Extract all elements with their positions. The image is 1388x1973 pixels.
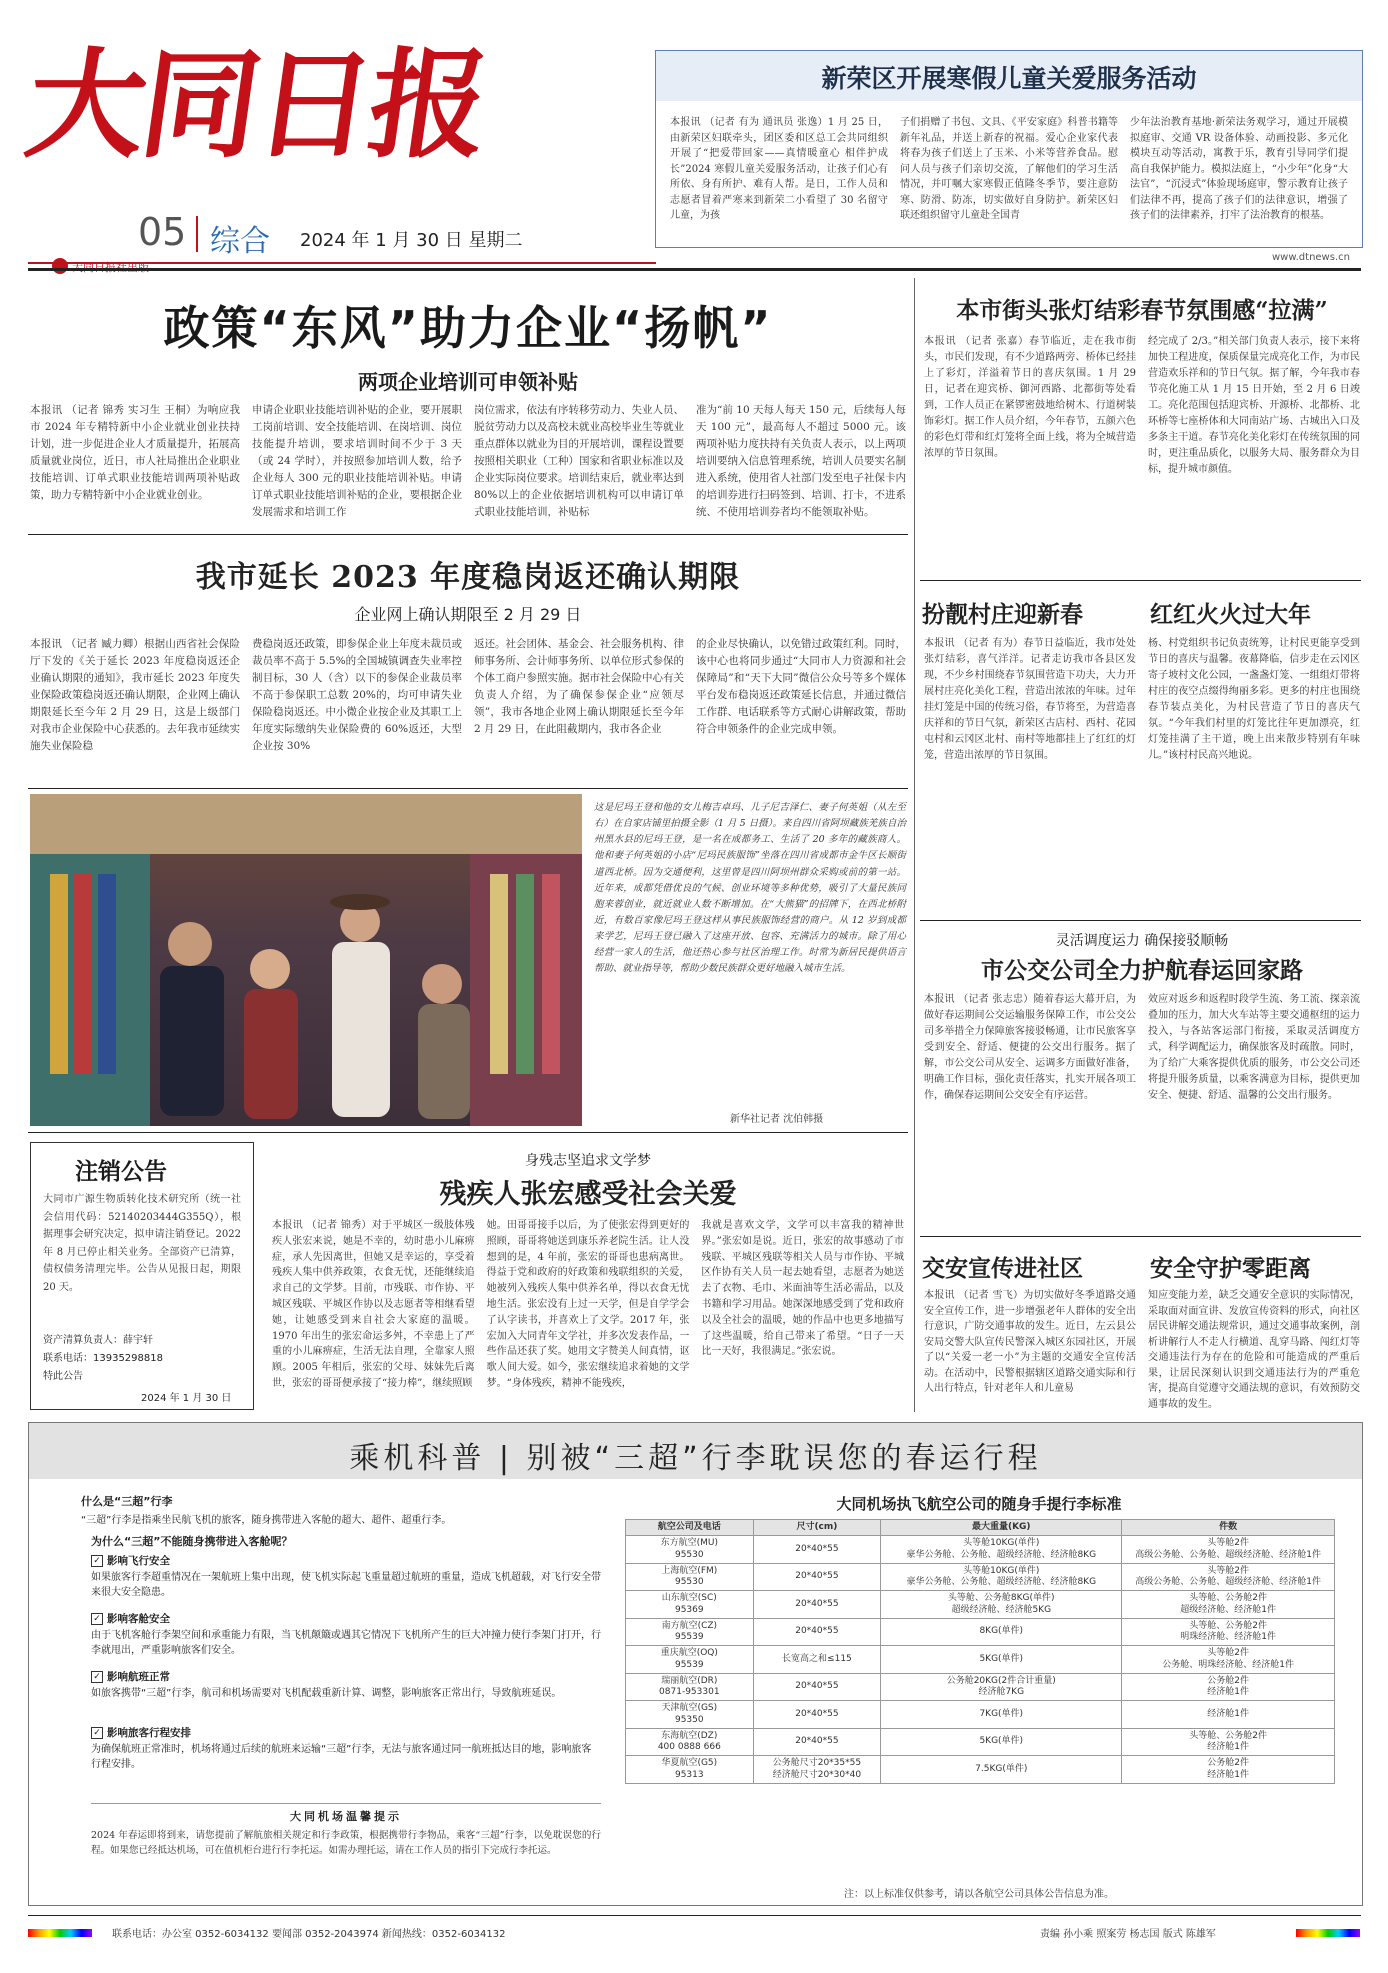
table-cell: 头等舱、公务舱2件 明珠经济舱、经济舱1件 [1122,1618,1335,1646]
table-cell: 头等舱、公务舱2件 超级经济舱、经济舱1件 [1122,1591,1335,1619]
r4-headline-right: 安全守护零距离 [1150,1255,1311,1282]
table-cell: 20*40*55 [753,1591,881,1619]
check-icon: ✓ [91,1613,103,1625]
airport-banner: 乘机科普 | 别被“三超”行李耽误您的春运行程 [349,1441,1042,1476]
story2-col-1: 本报讯 （记者 臧力卿）根据山西省社会保险厅下发的《关于延长 2023 年度稳岗返还企业确认期限的通知》，我市延长 2023 年度失业保险政策稳岗返还确认期限，企业网上确认期限延长至今年 2 月 29 日，这是上级部门对我市企业保险中心获悉的。去年我市延续实施失业保险稳 [30,638,240,752]
table-cell: 长宽高之和≤115 [753,1646,881,1674]
airport-item-label: 影响航班正常 [107,1671,170,1683]
luggage-footnote: 注：以上标准仅供参考，请以各航空公司具体公告信息为准。 [844,1889,1114,1900]
table-cell: 7KG(单件) [881,1701,1122,1729]
table-cell: 头等舱10KG(单件) 豪华公务舱、公务舱、超级经济舱、经济舱8KG [881,1563,1122,1591]
table-cell: 8KG(单件) [881,1618,1122,1646]
airport-q2: 为什么“三超”不能随身携带进入客舱呢？ [91,1535,293,1548]
top-story-col-1: 本报讯 （记者 有为 通讯员 张逸）1 月 25 日，由新荣区妇联牵头，团区委和区总工会共同组织开展了“把爱带回家——真情暖童心 相伴护成长”2024 寒假儿童关爱服务活动，让孩子们心有所依、身有所护、难有人帮。是日，工作人员和志愿者冒着严寒来到新荣二小看望了 30 名留守儿童，为孩 [670,117,888,221]
table-header: 件数 [1122,1520,1335,1536]
column-divider [914,278,915,1412]
airport-item-label: 影响旅客行程安排 [107,1727,191,1739]
disabled-kicker: 身残志坚追求文学梦 [525,1153,651,1169]
lead-bottom-rule [28,534,908,535]
footer-rule [28,1915,1361,1916]
airport-item-4 [91,1725,601,1772]
story2-subheadline: 企业网上确认期限至 2 月 29 日 [354,605,582,624]
table-cell: 公务舱2件 经济舱1件 [1122,1673,1335,1701]
photo-caption: 这是尼玛王登和他的女儿梅吉卓玛、儿子尼吉泽仁、妻子何英姐（从左至右）在自家店铺里拍摄全影（1 月 5 日摄）。来自四川省阿坝藏族羌族自治州黑水县的尼玛王登，是一名在成都务工、生活了 20 多年的藏族商人。他和妻子何英姐的小店“尼玛民族服饰”坐落在四川省成都市金牛区长顺街道西北桥。因为交通便利，这里曾是四川阿坝州群众采购或前的第一站。近年来，成都凭借优良的气候、创业环境等多种优势，吸引了大量民族同胞来蓉创业，就近就业人数不断增加。在“大熊猫”的招牌下，在西北桥附近，有数百家像尼玛王登这样从事民族服饰经营的商户。从 12 岁到成都来学艺，尼玛王登已融入了这座开放、包容、充满活力的城市。除了用心经营一家人的生活，他还热心参与社区治理工作。时常为新居民提供语言帮助、就业指导等，帮助少数民族群众更好地融入城市生活。 [594,802,906,975]
table-row [626,1756,1335,1784]
r3-bottom-rule [920,1236,1361,1237]
story2-col-2: 费稳岗返还政策，即参保企业上年度未裁员或裁员率不高于 5.5%的全国城镇调查失业率控制目标，30 人（含）以下的参保企业裁员率不高于参保职工总数 20%的，均可申请失业保险稳岗返还。中小微企业按企业及其职工上年度实际缴纳失业保险费的 60%返还，大型企业按 30% [252,638,462,752]
disabled-body [272,1218,904,1392]
table-header: 航空公司及电话 [626,1520,754,1536]
issue-date: 2024 年 1 月 30 日 星期二 [300,230,523,251]
airport-item-text: 为确保航班正常准时，机场将通过后续的航班来运输“三超”行李，无法与旅客通过同一航班抵达目的地，影响旅客行程安排。 [91,1744,592,1770]
r1-col-1: 本报讯 （记者 张嘉）春节临近，走在我市街头，市民们发现，有不少道路两旁、桥体已经挂上了彩灯，洋溢着节日的喜庆氛围。1 月 29 日，记者在迎宾桥、御河西路、北都街等处看到，工作人员正在紧锣密鼓地给树木、行道树装饰彩灯。据工作人员介绍，今年春节，五颜六色的彩色灯带和红灯笼将全面上线，将为全城营造浓厚的节日氛围。 [924,336,1136,459]
r3-col-2: 效应对返乡和返程时段学生流、务工流、探亲流叠加的压力，加大火车站等主要交通枢纽的运力投入，与各站客运部门衔接，采取灵活调度方式，科学调配运力，确保旅客及时疏散。同时，为了给广大乘客提供优质的服务，市公交公司还将提升服务质量，以乘客满意为目标，提供更加安全、便捷、舒适、温馨的公交出行服务。 [1148,994,1360,1101]
footer-contacts: 联系电话：办公室 0352-6034132 要闻部 0352-2043974 新闻热线：0352-6034132 [112,1929,506,1940]
lead-col-4: 准为“前 10 天每人每天 150 元，后续每人每天 100 元”，最高每人不超过 5000 元。该两项补贴力度扶持有关负责人表示，以上两项培训要纳入信息管理系统，培训人员要实名制进入系统，使用省人社部门发至电子社保卡内的培训券进行扫码签到、培训、打卡，不进系统、不使用培训券者均不能领取补贴。 [696,404,906,518]
news-photo [30,794,582,1126]
airport-item-text: 如果旅客行李超重情况在一架航班上集中出现，使飞机实际起飞重量超过航班的重量，造成飞机超载，对飞行安全带来很大安全隐患。 [91,1572,601,1598]
table-cell: 20*40*55 [753,1673,881,1701]
table-cell: 头等舱、公务舱2件 经济舱1件 [1122,1728,1335,1756]
r2-col-1: 本报讯 （记者 有为）春节日益临近，我市处处张灯结彩，喜气洋洋。记者走访我市各县区发现，不少乡村围绕春节氛围营造下功夫，大力开展村庄亮化美化工程，营造出浓浓的年味。过年挂灯笼是中国的传统习俗，春节将至，为营造喜庆祥和的节日气氛，新荣区古店村、西村、花园屯村和云冈区北村、南村等地都挂上了红红的灯笼，营造出浓厚的节日氛围。 [924,638,1136,761]
table-cell: 上海航空(FM) 95530 [626,1563,754,1591]
table-cell: 南方航空(CZ) 95539 [626,1618,754,1646]
table-header-row [626,1520,1335,1536]
table-header: 尺寸(cm) [753,1520,881,1536]
table-row [626,1536,1335,1564]
r3-headline: 市公交公司全力护航春运回家路 [981,957,1303,984]
luggage-table-title: 大同机场执飞航空公司的随身手提行李标准 [836,1495,1122,1513]
table-cell: 头等舱2件 公务舱、明珠经济舱、经济舱1件 [1122,1646,1335,1674]
luggage-table [625,1519,1335,1784]
table-cell: 20*40*55 [753,1618,881,1646]
airport-q1: 什么是“三超”行李 [81,1495,173,1508]
top-story-col-2: 子们捐赠了书包、文具、《平安家庭》科普书籍等新年礼品，并送上新春的祝福。爱心企业家代表将春为孩子们送上了玉米、小米等营养食品。慰问人员与孩子们亲切交流，了解他们的学习生活情况，并叮嘱大家寒假正值隆冬季节，要注意防寒、防滑、防冻，切实做好自身防护。新荣区妇联还组织留守儿童赴全国青 [900,117,1118,221]
table-cell: 东海航空(DZ) 400 0888 666 [626,1728,754,1756]
page-divider [196,216,198,252]
notice-box [30,1142,254,1410]
table-cell: 山东航空(SC) 95369 [626,1591,754,1619]
r4-col-2: 知应变能力差，缺乏交通安全意识的实际情况，采取面对面宣讲、发放宣传资料的形式，向社区居民讲解交通法规常识，通过交通事故案例，剖析讲解行人不走人行横道、乱穿马路、闯红灯等交通违法行为存在的危险和可能造成的严重后果，让居民深刻认识到交通违法行为的严重危害，提高自觉遵守交通法规的意识，有效预防交通事故的发生。 [1148,1290,1360,1410]
lead-col-3: 岗位需求，依法有序转移劳动力、失业人员、脱贫劳动力以及高校未就业高校毕业生等就业重点群体以就业为目的开展培训，课程设置要按照相关职业（工种）国家和省职业标准以及企业实际岗位要求。培训结束后，就业率达到 80%以上的企业依据培训机构可以申请订单式职业技能培训，补贴标 [474,404,684,518]
r3-kicker: 灵活调度运力 确保接驳顺畅 [1055,933,1229,949]
photo-illustration [30,794,582,1126]
story2-col-3: 返还。社会团体、基金会、社会服务机构、律师事务所、会计师事务所、以单位形式参保的个体工商户参照实施。据市社会保险中心有关负责人介绍，为了确保参保企业“应领尽领”，我市各地企业网上确认期限延长至今年 2 月 29 日，在此阻截期内，我市各企业 [474,638,684,735]
notice-contact-phone: 联系电话：13935298818 [43,1353,163,1364]
table-cell: 20*40*55 [753,1701,881,1729]
r1-bottom-rule [920,580,1361,581]
table-row [626,1563,1335,1591]
airport-item-label: 影响飞行安全 [107,1555,170,1567]
top-story-body [670,115,1348,224]
r4-col-1: 本报讯 （记者 雪飞）为切实做好冬季道路交通安全宣传工作，进一步增强老年人群体的安全出行意识，广防交通事故的发生。近日，左云县公安局交警大队宣传民警深入城区东园社区，开展了以“关爱一老一小”为主题的交通安全宣传活动。在活动中，民警根据辖区道路交通实际和行人出行特点，针对老年人和儿童易 [924,1290,1136,1394]
notice-closing: 特此公告 [43,1371,83,1382]
airport-item-1 [91,1553,601,1600]
section-name: 综合 [210,224,270,259]
publisher-logo-icon [52,258,68,274]
header-bottom-rule [28,268,1361,271]
story2-bottom-rule [28,788,908,789]
table-body [626,1536,1335,1784]
table-cell: 华夏航空(G5) 95313 [626,1756,754,1784]
luggage-table-wrap [625,1519,1335,1784]
table-cell: 头等舱、公务舱8KG(单件) 超级经济舱、经济舱5KG [881,1591,1122,1619]
check-icon: ✓ [91,1727,103,1739]
r2-col-2: 杨、村党组织书记负责统筹，让村民更能享受到节日的喜庆与温馨。夜幕降临，信步走在云冈区寄子坡村文化公园，一盏盏灯笼、一组组灯带将村庄的夜空点缀得绚丽多彩。更多的村庄也围绕春节装点美化，为村民营造了节日的喜庆气氛。“今年我们村里的灯笼比往年更加漂亮，红灯笼挂满了主干道，晚上出来散步特别有年味儿。”该村村民高兴地说。 [1148,638,1360,761]
table-row [626,1701,1335,1729]
airport-a1: “三超”行李是指乘坐民航飞机的旅客，随身携带进入客舱的超大、超件、超重行李。 [81,1515,452,1526]
r3-col-1: 本报讯 （记者 张志忠）随着春运大幕开启，为做好春运期间公交运输服务保障工作，市公交公司多举措全力保障旅客接驳畅通，让市民旅客享受到安全、舒适、便捷的公交出行服务。据了解，市公交公司从安全、运调多方面做好准备，明确工作目标，强化责任落实，扎实开展各项工作，确保春运期间公交安全有序运营。 [924,994,1136,1101]
table-cell: 20*40*55 [753,1728,881,1756]
table-cell: 公务舱尺寸20*35*55 经济舱尺寸20*30*40 [753,1756,881,1784]
lead-subheadline: 两项企业培训可申领补贴 [358,370,578,394]
story2-col-4: 的企业尽快确认，以免错过政策红利。同时，该中心也将同步通过“大同市人力资源和社会保障局”和“天下大同”微信公众号等多个媒体平台发布稳岗返还政策延长信息，并通过微信工作群、电话联系等方式耐心讲解政策，帮助符合申领条件的企业完成申领。 [696,638,906,735]
table-cell: 头等舱10KG(单件) 豪华公务舱、公务舱、超级经济舱、经济舱8KG [881,1536,1122,1564]
footer-editors: 责编 孙小乘 照案劳 杨志国 版式 陈雄军 [1040,1929,1216,1940]
color-bar-left [28,1929,92,1937]
r2-body [924,636,1360,764]
notice-title: 注销公告 [75,1159,167,1185]
r1-body [924,334,1360,478]
r4-body [924,1288,1360,1412]
r1-col-2: 经完成了 2/3。”相关部门负责人表示，接下来将加快工程进度，保质保量完成亮化工作，为市民营造欢乐祥和的节日气氛。据了解，今年我市春节亮化施工从 1 月 15 日开始，至 2 月 6 日竣工。亮化范围包括迎宾桥、开源桥、北都桥、北环桥等七座桥体和大同南站广场、古城出入口及多条主干道。春节亮化美化彩灯在传统氛围的同时，更注重品质化，以服务大局、服务群众为目标，提升城市颜值。 [1148,336,1360,475]
airport-item-2 [91,1611,601,1658]
r1-headline: 本市街头张灯结彩春节氛围感“拉满” [956,297,1328,324]
airport-item-3 [91,1669,601,1701]
airport-item-text: 如旅客携带“三超”行李，航司和机场需要对飞机配载重新计算、调整，影响旅客正常出行，导致航班延误。 [91,1688,562,1699]
masthead-rule [28,262,656,264]
table-cell: 20*40*55 [753,1536,881,1564]
r3-body [924,992,1360,1104]
r2-headline-left: 扮靓村庄迎新春 [922,601,1083,628]
airport-item-label: 影响客舱安全 [107,1613,170,1625]
table-cell: 天津航空(GS) 95350 [626,1701,754,1729]
disabled-headline: 残疾人张宏感受社会关爱 [439,1179,737,1210]
table-cell: 公务舱20KG(2件合计重量) 经济舱7KG [881,1673,1122,1701]
page-number: 05 [138,210,187,254]
r2-bottom-rule [920,920,1361,921]
notice-body: 大同市广源生物质转化技术研究所（统一社会信用代码：52140203444G355Q），根据理事会研究决定，拟申请注销登记。2022 年 8 月已停止相关业务。全部资产已清算，债权债务清理完毕。公告从见报日起，期限 20 天。 [43,1194,241,1293]
table-cell: 20*40*55 [753,1563,881,1591]
table-cell: 重庆航空(OQ) 95539 [626,1646,754,1674]
disabled-col-3: 我就是喜欢文学，文学可以丰富我的精神世界。”张宏如是说。近日，张宏的故事感动了市残联、平城区残联等相关人员与市作协、平城区作协有关人员一起去她看望，志愿者为她送去了衣物、毛巾、米面油等生活必需品，以及书籍和学习用品。她深深地感受到了党和政府以及全社会的温暖，她的作品中也更多地描写了这些温暖，给自己带来了希望。“日子一天比一天好，我很满足。”张宏说。 [701,1220,905,1358]
table-cell: 公务舱2件 经济舱1件 [1122,1756,1335,1784]
table-row [626,1646,1335,1674]
color-bar-right [1296,1929,1360,1937]
airport-item-text: 由于飞机客舱行李架空间和承重能力有限，当飞机颠簸或遇其它情况下飞机所产生的巨大冲撞力使行李架门打开，行李就甩出，严重影响旅客们安全。 [91,1630,601,1656]
check-icon: ✓ [91,1555,103,1567]
lead-body [30,402,906,521]
photo-bottom-rule [28,1132,908,1133]
airport-tip-box [91,1803,601,1892]
r2-headline-right: 红红火火过大年 [1150,601,1311,628]
masthead [18,20,628,285]
top-story-title: 新荣区开展寒假儿童关爱服务活动 [821,64,1197,93]
lead-headline: 政策“东风”助力企业“扬帆” [163,301,773,355]
check-icon: ✓ [91,1671,103,1683]
table-row [626,1591,1335,1619]
table-cell: 东方航空(MU) 95530 [626,1536,754,1564]
disabled-col-1: 本报讯 （记者 锦秀）对于平城区一级肢体残疾人张宏来说，她是不幸的，幼时患小儿麻痹症，承人先因离世，但她又是幸运的，享受着残疾人集中供养政策，衣食无忧，还能继续追求自己的文学梦。目前，市残联、市作协、平城区残联、平城区作协以及志愿者等相继看望她，让她感受到来自社会大家庭的温暖。1970 年出生的张宏命运多舛，不幸患上了严重的小儿麻痹症，生活无法自理，全靠家人照顾。2005 年相后，张宏的父母、妹妹先后离世，张宏的哥哥便承接了“接力棒”，继续照顾 [272,1220,475,1389]
masthead-title: 大同日报 [18,35,494,174]
airport-section [28,1422,1363,1906]
table-cell: 经济舱1件 [1122,1701,1335,1729]
notice-date: 2024 年 1 月 30 日 [141,1393,232,1404]
story2-headline: 我市延长 2023 年度稳岗返还确认期限 [195,560,741,595]
r4-headline-left: 交安宣传进社区 [922,1255,1083,1282]
table-header: 最大重量(KG) [881,1520,1122,1536]
story2-body [30,636,906,755]
table-cell: 5KG(单件) [881,1646,1122,1674]
airport-tip-title: 大同机场温馨提示 [290,1810,402,1823]
website-url[interactable]: www.dtnews.cn [1272,252,1350,263]
table-cell: 5KG(单件) [881,1728,1122,1756]
disabled-col-2: 她。田哥哥接手以后，为了使张宏得到更好的照顾，哥哥将她送到康乐养老院生活。让人没想到的是，4 年前，张宏的哥哥也患病离世。得益于党和政府的好政策和残联组织的关爱，她被列入残疾人集中供养名单，得以衣食无忧地生活。张宏没有上过一天学，但是自学学会了认字读书，并喜欢上了文学。2017 年，张宏加入大同青年文学社，并多次发表作品，一些作品还获了奖。她用文字赞美人间真情，讴歌人间大爱。如今，张宏继续追求着她的文学梦。“身体残疾，精神不能残疾， [486,1220,690,1389]
lead-col-1: 本报讯 （记者 锦秀 实习生 王桐）为响应我市 2024 年专精特新中小企业就业创业扶持计划，进一步促进企业人才质量提升，拓展高质量就业岗位，近日，市人社局推出企业职业技能培训、订单式职业技能培训两项补贴政策，助力专精特新中小企业就业创业。 [30,404,240,501]
lead-col-2: 申请企业职业技能培训补贴的企业，要开展职工岗前培训、安全技能培训、在岗培训、岗位技能提升培训，要求培训时间不少于 3 天（或 24 学时），并按照参加培训人数，给予企业每人 300 元的职业技能培训补贴。申请订单式职业技能培训补贴的企业，要根据企业发展需求和培训工作 [252,404,462,518]
table-row [626,1618,1335,1646]
photo-credit: 新华社记者 沈伯韩摄 [730,1114,824,1125]
table-row [626,1728,1335,1756]
top-story-col-3: 少年法治教育基地·新荣法务观学习，通过开展模拟庭审、交通 VR 设备体验、动画投影、多元化模块互动等活动，寓教于乐，教育引导同学们提高自我保护能力。模拟法庭上，“小少年”化身“大法官”，“沉浸式”体验现场庭审，警示教育让孩子们法律不再，提高了孩子们的法律意识，增强了孩子们的法律素养，打牢了法治教育的根基。 [1130,117,1348,221]
table-cell: 头等舱2件 高级公务舱、公务舱、超级经济舱、经济舱1件 [1122,1563,1335,1591]
table-row [626,1673,1335,1701]
airport-tip-text: 2024 年春运即将到来，请您提前了解航旅相关规定和行李政策，根据携带行李物品，乘客“三超”行李，以免耽误您的行程。如果您已经抵达机场，可在值机柜台进行行李托运。如需办理托运，请在工作人员的指引下完成行李托运。 [91,1830,601,1857]
top-story [655,50,1363,248]
table-cell: 头等舱2件 高级公务舱、公务舱、超级经济舱、经济舱1件 [1122,1536,1335,1564]
table-cell: 7.5KG(单件) [881,1756,1122,1784]
table-cell: 瑞丽航空(DR) 0871-953301 [626,1673,754,1701]
notice-contact-name: 资产清算负责人：薛宇轩 [43,1335,153,1346]
